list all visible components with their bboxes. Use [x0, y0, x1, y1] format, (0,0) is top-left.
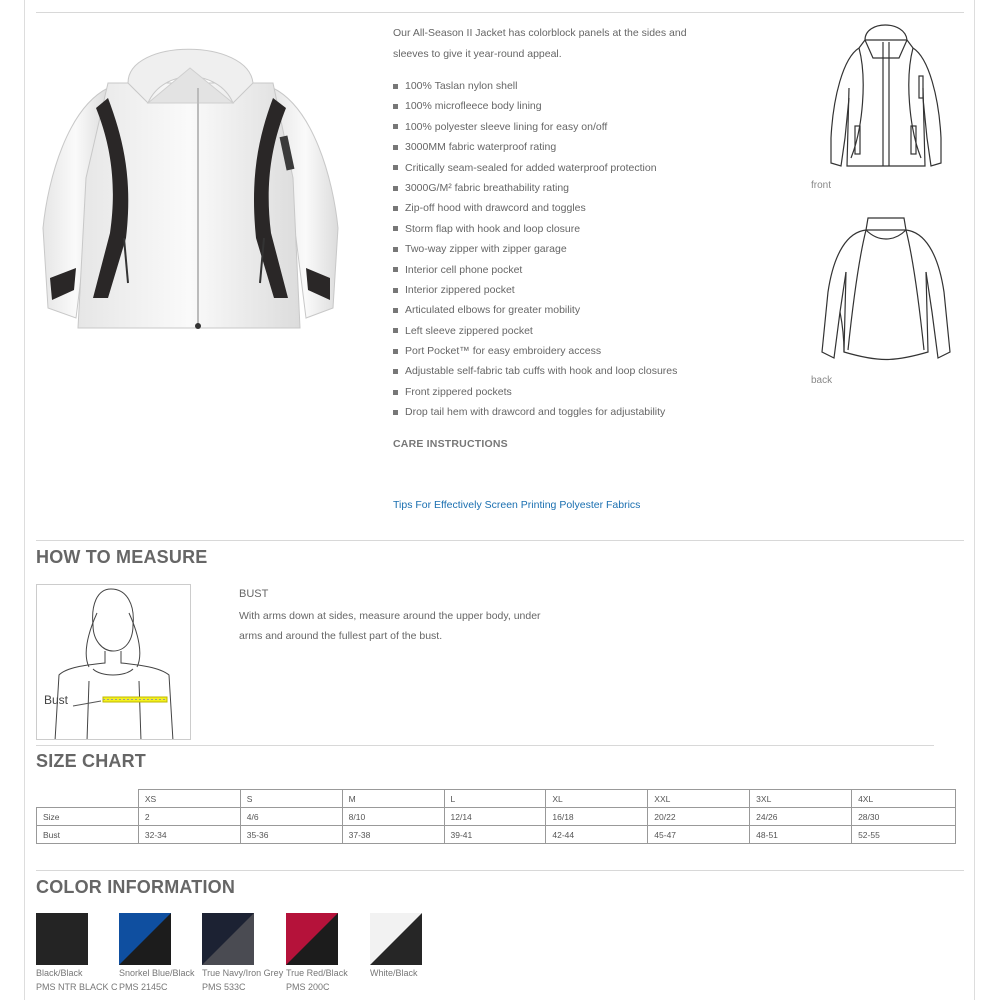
feature-item: 3000MM fabric waterproof rating — [393, 137, 793, 157]
table-cell: 8/10 — [342, 808, 444, 826]
product-image — [38, 28, 343, 348]
color-swatch[interactable] — [202, 913, 254, 965]
table-cell: 35-36 — [240, 826, 342, 844]
size-header-cell: XXL — [648, 790, 750, 808]
table-row — [37, 808, 956, 826]
table-cell: 48-51 — [750, 826, 852, 844]
feature-item: Articulated elbows for greater mobility — [393, 300, 793, 320]
care-instructions-heading: CARE INSTRUCTIONS — [393, 438, 508, 450]
table-cell: 37-38 — [342, 826, 444, 844]
feature-item: Left sleeve zippered pocket — [393, 321, 793, 341]
feature-item: Interior zippered pocket — [393, 280, 793, 300]
table-cell: 39-41 — [444, 826, 546, 844]
size-header-cell: L — [444, 790, 546, 808]
row-label: Size — [37, 808, 139, 826]
product-description: Our All-Season II Jacket has colorblock panels at the sides and sleeves to give it year-round appeal. — [393, 27, 687, 60]
table-cell: 45-47 — [648, 826, 750, 844]
feature-item: Critically seam-sealed for added waterproof protection — [393, 158, 793, 178]
feature-item: 100% Taslan nylon shell — [393, 76, 793, 96]
bullet-icon — [393, 165, 398, 170]
color-swatch-name: True Navy/Iron Grey — [202, 968, 284, 978]
bullet-icon — [393, 328, 398, 333]
bullet-icon — [393, 226, 398, 231]
table-cell: 32-34 — [138, 826, 240, 844]
color-swatch-name: Black/Black — [36, 968, 83, 978]
feature-item: 3000G/M² fabric breathability rating — [393, 178, 793, 198]
color-information-title: COLOR INFORMATION — [36, 877, 236, 897]
feature-item: Port Pocket™ for easy embroidery access — [393, 341, 793, 361]
table-cell: 20/22 — [648, 808, 750, 826]
feature-item: Two-way zipper with zipper garage — [393, 239, 793, 259]
bullet-icon — [393, 247, 398, 252]
bullet-icon — [393, 390, 398, 395]
section-divider — [36, 870, 964, 871]
section-divider — [36, 745, 934, 746]
color-swatch[interactable] — [286, 913, 338, 965]
color-swatch[interactable] — [36, 913, 88, 965]
bullet-icon — [393, 349, 398, 354]
feature-item: Zip-off hood with drawcord and toggles — [393, 198, 793, 218]
bust-heading: BUST — [239, 588, 269, 600]
feature-item: Front zippered pockets — [393, 382, 793, 402]
bullet-icon — [393, 206, 398, 211]
page-border-right — [974, 0, 975, 1000]
size-header-cell: XS — [138, 790, 240, 808]
section-divider — [36, 540, 964, 541]
size-header-cell: XL — [546, 790, 648, 808]
bullet-icon — [393, 369, 398, 374]
bust-callout-label: Bust — [44, 693, 69, 707]
table-cell: 24/26 — [750, 808, 852, 826]
size-header-cell: 4XL — [852, 790, 956, 808]
feature-item: Interior cell phone pocket — [393, 260, 793, 280]
size-header-cell: M — [342, 790, 444, 808]
measure-illustration — [36, 584, 191, 740]
table-cell: 4/6 — [240, 808, 342, 826]
size-chart-title: SIZE CHART — [36, 751, 146, 771]
bust-instructions: With arms down at sides, measure around the upper body, under arms and around the fullest part of the bust. — [239, 610, 541, 642]
page-border-left — [24, 0, 25, 1000]
bullet-icon — [393, 124, 398, 129]
bullet-icon — [393, 267, 398, 272]
row-label: Bust — [37, 826, 139, 844]
bullet-icon — [393, 104, 398, 109]
color-swatch-name: White/Black — [370, 968, 418, 978]
table-row — [37, 826, 956, 844]
bullet-icon — [393, 308, 398, 313]
feature-item: Storm flap with hook and loop closure — [393, 219, 793, 239]
front-view-drawing — [823, 18, 948, 173]
size-header-row — [37, 790, 956, 808]
table-cell: 16/18 — [546, 808, 648, 826]
table-cell: 42-44 — [546, 826, 648, 844]
bullet-icon — [393, 288, 398, 293]
color-swatch-pms: PMS 2145C — [119, 982, 168, 992]
bullet-icon — [393, 84, 398, 89]
color-swatch-pms: PMS NTR BLACK C — [36, 982, 118, 992]
feature-item: Adjustable self-fabric tab cuffs with hook and loop closures — [393, 361, 793, 381]
table-cell: 12/14 — [444, 808, 546, 826]
bullet-icon — [393, 186, 398, 191]
feature-item: 100% microfleece body lining — [393, 96, 793, 116]
front-view-label: front — [811, 180, 832, 191]
how-to-measure-title: HOW TO MEASURE — [36, 547, 208, 567]
color-swatch[interactable] — [119, 913, 171, 965]
feature-item: 100% polyester sleeve lining for easy on/off — [393, 117, 793, 137]
top-divider — [36, 12, 964, 13]
table-cell: 28/30 — [852, 808, 956, 826]
color-swatch-name: True Red/Black — [286, 968, 348, 978]
corner-cell — [37, 790, 139, 808]
table-cell: 2 — [138, 808, 240, 826]
color-swatch[interactable] — [370, 913, 422, 965]
back-view-drawing — [818, 212, 953, 362]
back-view-label: back — [811, 375, 833, 386]
size-chart-table — [36, 789, 956, 844]
screen-printing-tips-link[interactable]: Tips For Effectively Screen Printing Polyester Fabrics — [393, 499, 641, 511]
size-header-cell: 3XL — [750, 790, 852, 808]
feature-item: Drop tail hem with drawcord and toggles for adjustability — [393, 402, 793, 422]
table-cell: 52-55 — [852, 826, 956, 844]
color-swatch-name: Snorkel Blue/Black — [119, 968, 195, 978]
bullet-icon — [393, 145, 398, 150]
color-swatch-pms: PMS 533C — [202, 982, 246, 992]
color-swatch-pms: PMS 200C — [286, 982, 330, 992]
size-header-cell: S — [240, 790, 342, 808]
feature-list — [393, 76, 793, 423]
bullet-icon — [393, 410, 398, 415]
